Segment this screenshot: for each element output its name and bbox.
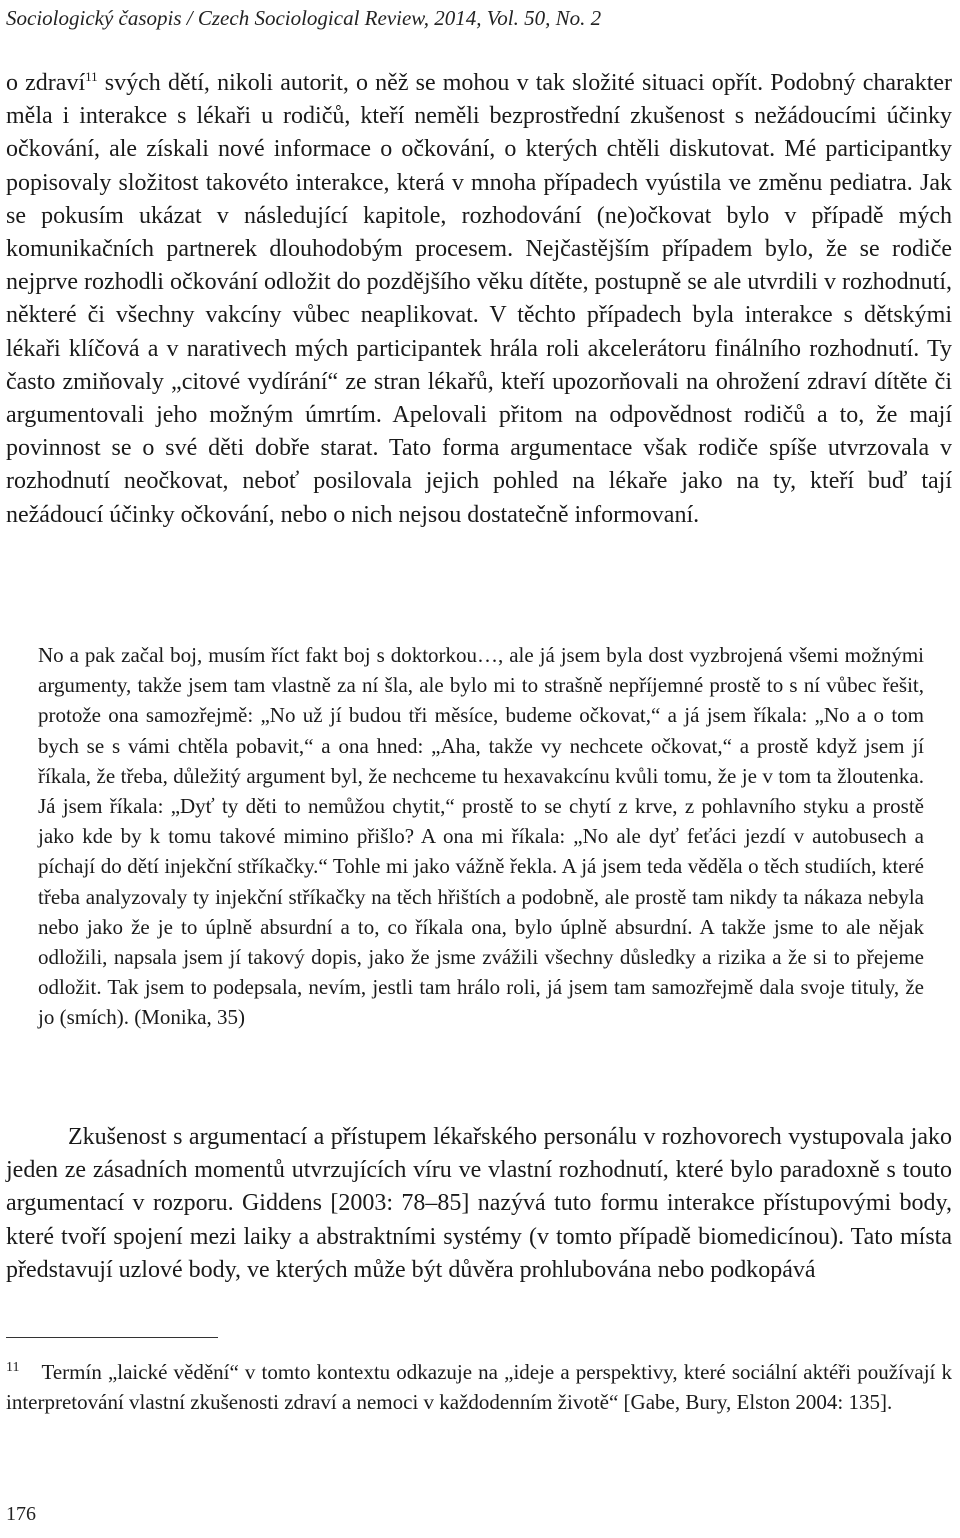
journal-header: Sociologický časopis / Czech Sociological Review, 2014, Vol. 50, No. 2: [6, 6, 602, 30]
page-number: 176: [6, 1503, 36, 1525]
footnote: [6, 1358, 952, 1417]
footnote-number: 11: [6, 1360, 20, 1375]
footnote-divider: [6, 1337, 218, 1338]
interview-quote: No a pak začal boj, musím říct fakt boj s doktorkou…, ale já jsem byla dost vyzbrojená všemi možnými argumenty, takže jsem tam vlastně za ní šla, ale bylo mi to strašně nepříjemné prostě to s ní vůbec řešit, protože ona samozřejmě: „No už jí budou tři měsíce, budeme očkovat,“ a já jsem říkala: „No a o tom bych se s vámi chtěla pobavit,“ a ona hned: „Aha, takže vy nechcete očkovat,“ a prostě když jsem jí říkala, že třeba, důležitý argument byl, že nechceme tu hexavakcínu kvůli tomu, že je v tom ta žloutenka. Já jsem říkala: „Dyť ty děti to nemůžou chytit,“ prostě to se chytí z krve, z pohlavního styku a prostě jako kde by k tomu takové mimino přišlo? A ona mi říkala: „No ale dyť feťáci jezdí v autobusech a píchají do dětí injekční stříkačky.“ Tohle mi jako vážně řekla. A já jsem teda věděla o těch studiích, které třeba analyzovaly ty injekční stříkačky na těch hřištích a podobně, ale prostě tam nikdy ta nákaza nebyla nebo jako že je to úplně absurdní a to, co říkala ona, bylo úplně absurdní. A takže jsme to ale nějak odložili, napsala jsem jí takový dopis, jako že jsme zvážili všechny důsledky a rizika a že si to přejeme odložit. Tak jsem to podepsala, nevím, jestli tam hrálo roli, já jsem tam samozřejmě dala svoje tituly, že jo (smích). (Monika, 35): [38, 643, 924, 1030]
second-paragraph: Zkušenost s argumentací a přístupem lékařského personálu v rozhovorech vystupovala jako jeden ze zásadních momentů utvrzujících víru ve vlastní rozhodnutí, které bylo paradoxně s touto argumentací v rozporu. Giddens [2003: 78–85] nazývá tuto formu interakce přístupovými body, které tvoří spojení mezi laiky a abstraktními systémy (v tomto případě biomedicínou). Tato místa představují uzlové body, ve kterých může být důvěra prohlubována nebo podkopává: [6, 1124, 952, 1283]
paragraph-body: svých dětí, nikoli autorit, o něž se mohou v tak složité situaci opřít. Podobný charakter měla i interakce s lékaři u rodičů, kteří neměli bezprostřední zkušenost s nežádoucími účinky očkování, ale získali nové informace o očkování, o kterých chtěli diskutovat. Mé participantky popisovaly složitost takovéto interakce, která v mnoha případech vyústila ve změnu pediatra. Jak se pokusím ukázat v následující kapitole, rozhodování (ne)očkovat bylo v případě mých komunikačních partnerek dlouhodobým procesem. Nejčastějším případem bylo, že se rodiče nejprve rozhodli očkování odložit do pozdějšího věku dítěte, postupně se ale utvrdili v rozhodnutí, některé či všechny vakcíny vůbec neaplikovat. V těchto případech byla interakce s dětskými lékaři klíčová a v narativech mých participantek hrála roli akcelerátoru finálního rozhodnutí. Ty často zmiňovaly „citové vydírání“ ze stran lékařů, kteří upozorňovali na ohrožení zdraví dítěte či argumentovali jeho možným úmrtím. Apelovali přitom na odpovědnost rodičů a to, že mají povinnost se o své děti dobře starat. Tato forma argumentace však rodiče spíše utvrzovala v rozhodnutí neočkovat, neboť posilovala jejich pohled na lékaře jako na ty, kteří buď tají nežádoucí účinky očkování, nebo o nich nejsou dostatečně informovaní.: [6, 70, 953, 528]
footnote-reference[interactable]: 11: [85, 69, 98, 84]
footnote-text: Termín „laické vědění“ v tomto kontextu odkazuje na „ideje a perspektivy, které sociální aktéři používají k interpretování vlastní zkušenosti zdraví a nemoci v každodenním životě“ [Gabe, Bury, Elston 2004: 135].: [6, 1360, 952, 1414]
main-paragraph: [6, 67, 952, 532]
paragraph-start: o zdraví: [6, 70, 86, 96]
